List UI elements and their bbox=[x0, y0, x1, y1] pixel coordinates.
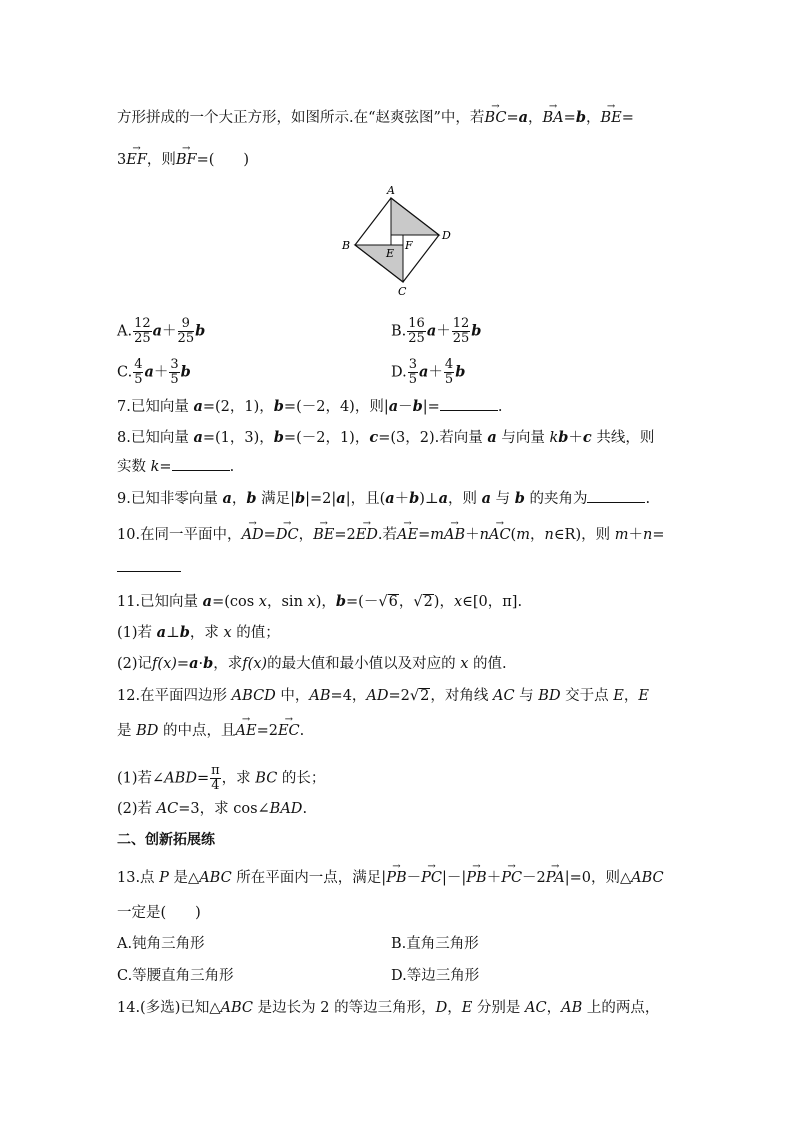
fraction-pi-over-4: $\frac{\pi}{4}$ bbox=[211, 763, 220, 793]
fraction: $\frac{3}{5}$ bbox=[408, 357, 417, 387]
question-9: 9.已知非零向量 a，b 满足|b|=2|a|，且(a＋b)⊥a，则 a 与 b 的夹角为 . bbox=[117, 490, 651, 507]
fraction: $\frac{9}{25}$ bbox=[177, 316, 195, 346]
question-11: 11.已知向量 a=(cos x，sin x)，b=(－√6，√2)，x∈[0，π]. bbox=[117, 593, 523, 610]
q13-option-d: D.等边三角形 bbox=[391, 968, 480, 984]
option-d: D. $\frac{3}{5}$ a＋ $\frac{4}{5}$ b bbox=[391, 357, 466, 387]
option-letter: C. bbox=[117, 364, 133, 381]
fraction: $\frac{16}{25}$ bbox=[408, 316, 425, 346]
question-10-line-2 bbox=[117, 558, 181, 578]
question-7: 7.已知向量 a=(2，1)，b=(－2，4)，则|a－b|= . bbox=[117, 398, 503, 415]
fraction: $\frac{3}{5}$ bbox=[170, 357, 179, 387]
answer-blank[interactable] bbox=[440, 398, 498, 411]
fraction: $\frac{4}{5}$ bbox=[134, 357, 143, 387]
fraction: $\frac{4}{5}$ bbox=[444, 357, 454, 387]
option-letter: A. bbox=[117, 323, 133, 340]
option-a: A. $\frac{12}{25}$ a＋ $\frac{9}{25}$ b bbox=[117, 316, 206, 346]
intro-line-1 bbox=[117, 108, 634, 128]
question-12-part-1: (1)若∠ABD= $\frac{\pi}{4}$ ，求 BC 的长； bbox=[117, 763, 326, 793]
intro-text: 方形拼成的一个大正方形，如图所示.在“赵爽弦图”中，若 bbox=[117, 110, 485, 126]
question-11-part-2: (2)记f(x)=a·b，求f(x)的最大值和最小值以及对应的 x 的值. bbox=[117, 655, 507, 672]
option-letter: D. bbox=[391, 364, 407, 381]
option-c: C. $\frac{4}{5}$ a＋ $\frac{3}{5}$ b bbox=[117, 357, 191, 387]
option-letter: B. bbox=[391, 323, 407, 340]
q13-option-b: B.直角三角形 bbox=[391, 936, 479, 952]
label-d: D bbox=[442, 229, 451, 242]
comma: ， bbox=[528, 110, 543, 126]
label-b: B bbox=[342, 239, 351, 252]
vec-b: b bbox=[575, 109, 586, 126]
fraction: $\frac{12}{25}$ bbox=[134, 316, 151, 346]
question-11-part-1: (1)若 a⊥b，求 x 的值； bbox=[117, 624, 280, 641]
option-b: B. $\frac{16}{25}$ a＋ $\frac{12}{25}$ b bbox=[391, 316, 482, 346]
question-8: 8.已知向量 a=(1，3)，b=(－2，1)，c=(3，2).若向量 a 与向量 kb＋c 共线，则 bbox=[117, 429, 655, 446]
label-e: E bbox=[386, 247, 395, 260]
vec-a: a bbox=[518, 109, 529, 126]
question-12-line-2: 是 BD 的中点，且→ AE=2→ EC. bbox=[117, 721, 304, 741]
answer-blank[interactable] bbox=[587, 490, 645, 503]
vector-bc: → BC bbox=[484, 108, 506, 128]
section-heading: 二、创新拓展练 bbox=[117, 832, 215, 848]
question-8-line-2: 实数 k= . bbox=[117, 459, 235, 475]
vector-ef: → EF bbox=[126, 150, 147, 170]
question-10: 10.在同一平面中，→ AD=→ DC，→ BE=2→ ED.若→ AE=m→ AB＋n→ AC(m，n∈R)，则 m＋n= bbox=[117, 525, 664, 545]
question-14: 14.(多选)已知△ABC 是边长为 2 的等边三角形，D，E 分别是 AC，AB 上的两点， bbox=[117, 1000, 660, 1016]
intro-text-2: ，则 bbox=[146, 152, 176, 168]
eq: = bbox=[621, 110, 634, 126]
comma: ， bbox=[585, 110, 601, 126]
question-13-line-2: 一定是( ) bbox=[117, 905, 201, 921]
eq: = bbox=[506, 110, 519, 126]
eq: = bbox=[563, 110, 576, 126]
label-a: A bbox=[387, 184, 395, 197]
label-f: F bbox=[405, 239, 413, 252]
question-12-part-2: (2)若 AC=3，求 cos∠BAD. bbox=[117, 801, 308, 817]
label-c: C bbox=[398, 285, 407, 298]
answer-blank[interactable] bbox=[117, 559, 181, 572]
answer-blank[interactable] bbox=[172, 458, 230, 471]
vector-bf: → BF bbox=[176, 150, 197, 170]
q13-option-a: A.钝角三角形 bbox=[117, 936, 205, 952]
zhao-shuang-figure bbox=[336, 182, 460, 300]
vector-ba: → BA bbox=[543, 108, 564, 128]
question-12: 12.在平面四边形 ABCD 中，AB=4，AD=2√2，对角线 AC 与 BD 交于点 E，E bbox=[117, 688, 649, 704]
coef: 3 bbox=[117, 152, 127, 168]
vector-be: → BE bbox=[600, 108, 621, 128]
intro-line-2 bbox=[117, 150, 249, 170]
question-13: 13.点 P 是△ABC 所在平面内一点，满足|→ PB－→ PC|－|→ PB＋→ PC－2→ PA|=0，则△ABC bbox=[117, 868, 664, 888]
q13-option-c: C.等腰直角三角形 bbox=[117, 968, 234, 984]
answer-paren: =( ) bbox=[196, 152, 250, 168]
fraction: $\frac{12}{25}$ bbox=[452, 316, 470, 346]
